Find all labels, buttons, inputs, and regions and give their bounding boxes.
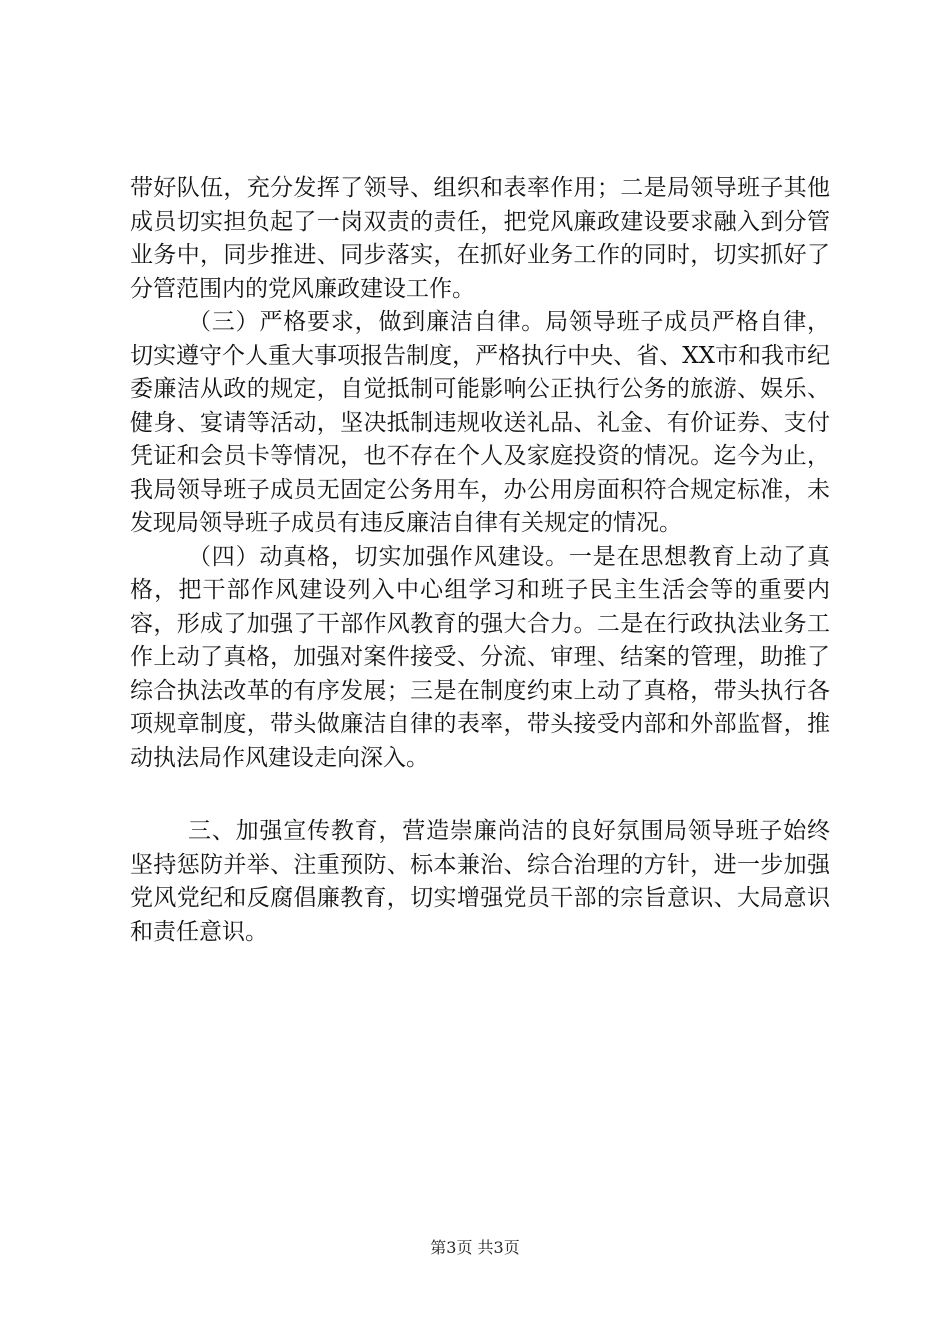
document-body [130,172,830,949]
paragraph-part-3: 三、加强宣传教育，营造崇廉尚洁的良好氛围局领导班子始终坚持惩防并举、注重预防、标本兼治、综合治理的方针，进一步加强党风党纪和反腐倡廉教育，切实增强党员干部的宗旨意识、大局意识和责任意识。 [130,818,830,945]
page-footer: 第3页 共3页 [430,1238,520,1257]
paragraph-section-4: （四）动真格，切实加强作风建设。一是在思想教育上动了真格，把干部作风建设列入中心组学习和班子民主生活会等的重要内容，形成了加强了干部作风教育的强大合力。二是在行政执法业务工作上动了真格，加强对案件接受、分流、审理、结案的管理，助推了综合执法改革的有序发展；三是在制度约束上动了真格，带头执行各项规章制度，带头做廉洁自律的表率，带头接受内部和外部监督，推动执法局作风建设走向深入。 [130,543,830,771]
paragraph-section-3: （三）严格要求，做到廉洁自律。局领导班子成员严格自律，切实遵守个人重大事项报告制度，严格执行中央、省、XX市和我市纪委廉洁从政的规定，自觉抵制可能影响公正执行公务的旅游、娱乐、健身、宴请等活动，坚决抵制违规收送礼品、礼金、有价证券、支付凭证和会员卡等情况，也不存在个人及家庭投资的情况。迄今为止，我局领导班子成员无固定公务用车，办公用房面积符合规定标准，未发现局领导班子成员有违反廉洁自律有关规定的情况。 [130,309,830,536]
paragraph-continued: 带好队伍，充分发挥了领导、组织和表率作用；二是局领导班子其他成员切实担负起了一岗双责的责任，把党风廉政建设要求融入到分管业务中，同步推进、同步落实，在抓好业务工作的同时，切实抓好了分管范围内的党风廉政建设工作。 [130,175,830,302]
